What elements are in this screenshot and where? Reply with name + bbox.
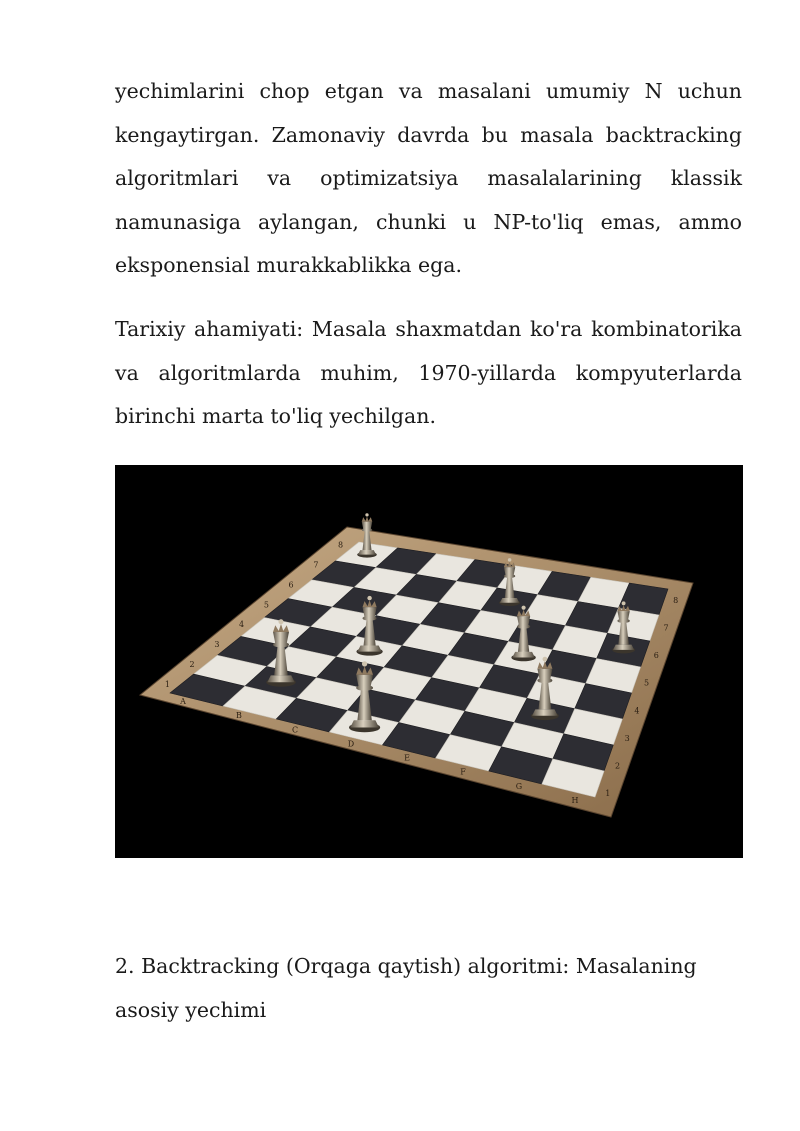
board-file-label: A	[180, 697, 186, 707]
board-rank-label: 2	[614, 761, 621, 771]
section-heading-backtracking: 2. Backtracking (Orqaga qaytish) algoritmi: Masalaning asosiy yechimi	[115, 954, 697, 1022]
board-rank-label: 1	[605, 789, 611, 799]
chessboard-eight-queens-image	[115, 465, 743, 858]
board-file-label: B	[236, 711, 242, 721]
board-rank-label: 7	[663, 623, 669, 633]
board-file-label: F	[460, 767, 466, 777]
board-rank-label: 2	[189, 660, 195, 670]
board-file-label: G	[515, 781, 523, 791]
paragraph-historical-significance: Tarixiy ahamiyati: Masala shaxmatdan ko'ra kombinatorika va algoritmlarda muhim, 1970-yillarda kompyuterlarda birinchi marta to'liq yechilgan.	[115, 317, 742, 428]
board-rank-label: 6	[288, 580, 294, 590]
board-rank-label: 8	[338, 540, 344, 550]
board-rank-label: 4	[239, 620, 245, 630]
board-rank-label: 5	[263, 600, 269, 610]
board-rank-label: 3	[624, 733, 630, 743]
board-rank-label: 8	[673, 595, 679, 605]
board-file-label: E	[404, 753, 410, 763]
board-rank-label: 4	[634, 706, 640, 716]
board-rank-label: 5	[644, 678, 650, 688]
board-file-label: H	[571, 795, 579, 805]
board-rank-label: 3	[214, 640, 220, 650]
board-rank-label: 7	[313, 560, 319, 570]
chessboard-render	[115, 465, 743, 858]
paragraph-continuation: yechimlarini chop etgan va masalani umumiy N uchun kengaytirgan. Zamonaviy davrda bu masala backtracking algoritmlari va optimizatsiya masalalarining klassik namunasiga aylangan, chunki u NP-to'liq emas, ammo eksponensial murakkablikka ega.	[115, 79, 742, 277]
board-file-label: D	[347, 739, 355, 749]
board-rank-label: 6	[653, 651, 659, 661]
board-rank-label: 1	[164, 680, 170, 689]
board-file-label: C	[291, 725, 299, 735]
